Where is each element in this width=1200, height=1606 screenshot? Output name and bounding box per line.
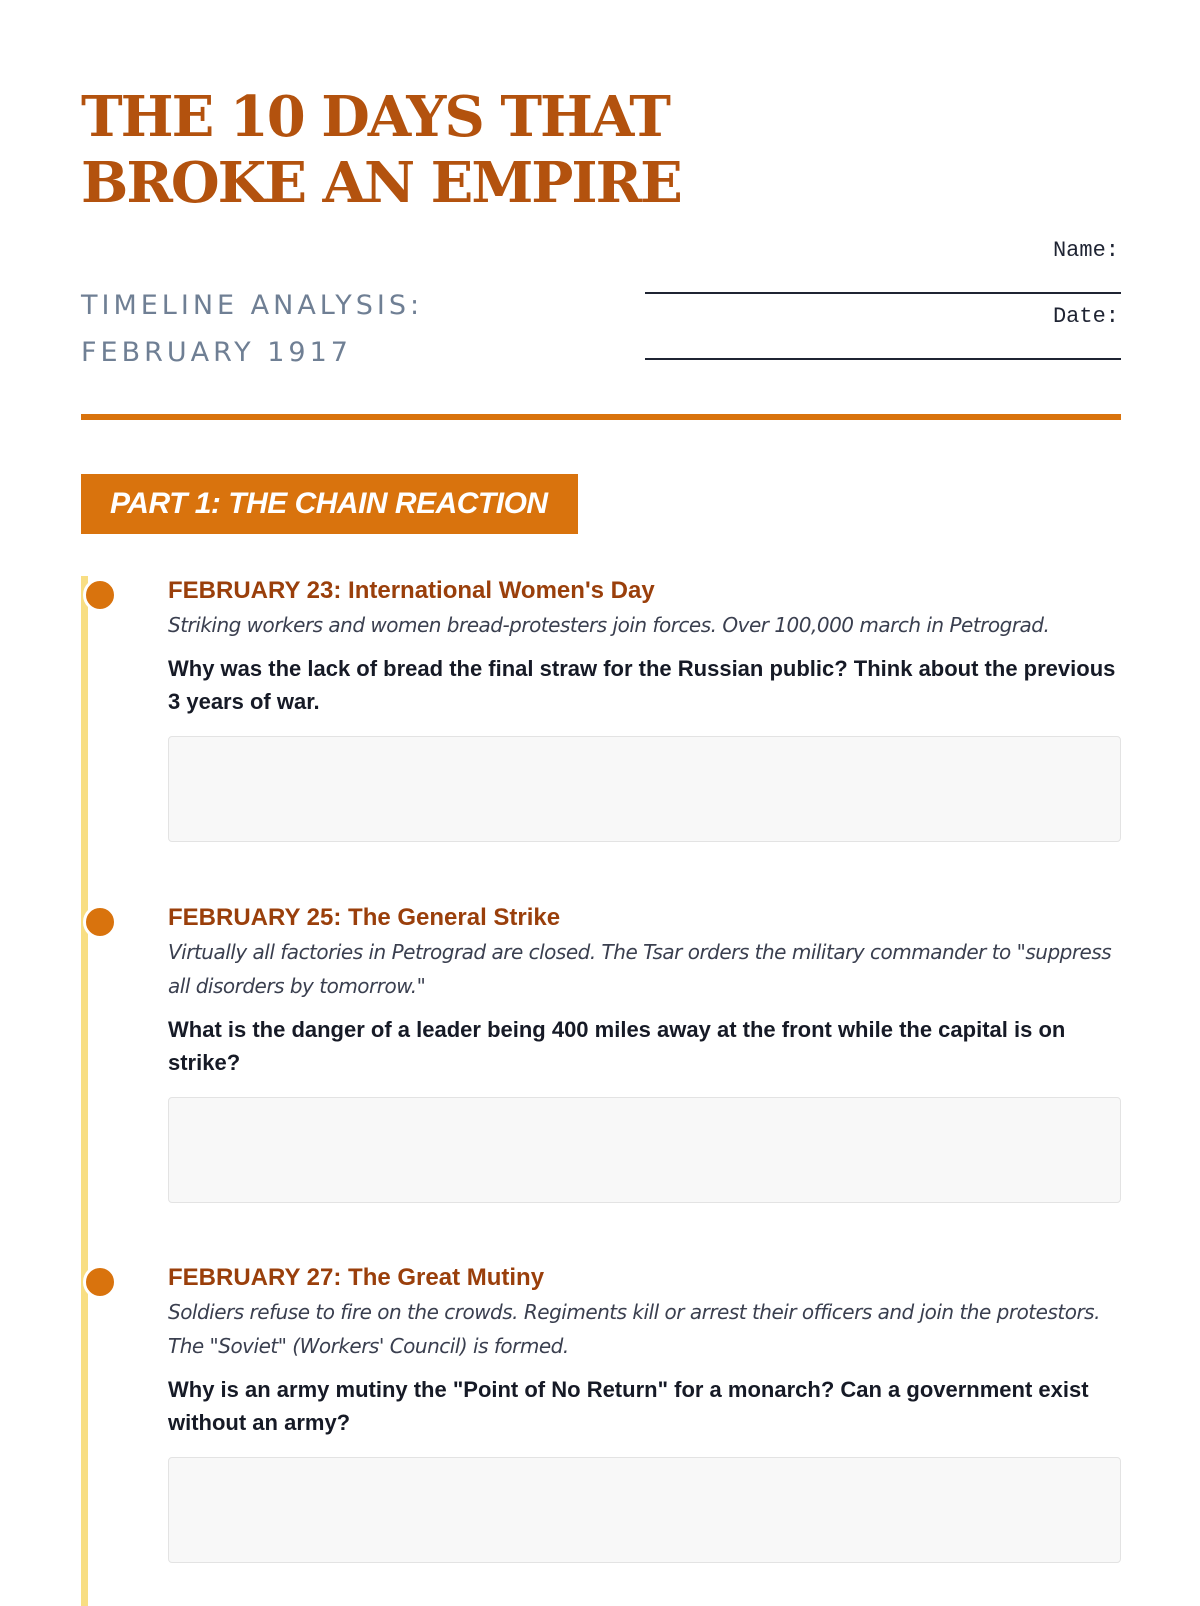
date-field[interactable] — [645, 300, 1121, 366]
name-field[interactable] — [645, 234, 1121, 300]
worksheet-title: THE 10 DAYS THAT BROKE AN EMPIRE — [81, 84, 681, 216]
date-label: Date: — [1052, 304, 1119, 329]
event-question: Why was the lack of bread the final straw for the Russian public? Think about the previous 3 years of war. — [168, 656, 1116, 714]
worksheet-header — [81, 84, 1121, 384]
event-question: What is the danger of a leader being 400 miles away at the front while the capital is on strike? — [168, 1017, 1066, 1075]
event-description: Striking workers and women bread-protesters join forces. Over 100,000 march in Petrograd. — [168, 613, 1050, 637]
event-title: FEBRUARY 27: The Great Mutiny — [168, 1264, 545, 1291]
worksheet-subtitle: TIMELINE ANALYSIS: FEBRUARY 1917 — [81, 290, 424, 368]
part-1-heading: PART 1: THE CHAIN REACTION — [81, 474, 578, 534]
timeline-event-feb-23 — [168, 574, 1121, 842]
event-title: FEBRUARY 25: The General Strike — [168, 904, 561, 931]
timeline-event-feb-27 — [168, 1261, 1121, 1563]
timeline-dot — [83, 905, 117, 939]
timeline-line — [81, 576, 88, 1606]
timeline-dot — [83, 1265, 117, 1299]
event-description: Soldiers refuse to fire on the crowds. Regiments kill or arrest their officers and join the protestors. The "Soviet" (Workers' Council) is formed. — [168, 1300, 1100, 1358]
answer-box[interactable] — [168, 736, 1121, 842]
name-label: Name: — [1052, 238, 1119, 263]
answer-box[interactable] — [168, 1457, 1121, 1563]
date-line[interactable] — [645, 358, 1121, 360]
event-question: Why is an army mutiny the "Point of No Return" for a monarch? Can a government exist without an army? — [168, 1377, 1089, 1435]
timeline-dot — [83, 578, 117, 612]
event-description: Virtually all factories in Petrograd are closed. The Tsar orders the military commander to "suppress all disorders by tomorrow." — [168, 940, 1112, 998]
name-line[interactable] — [645, 292, 1121, 294]
event-title: FEBRUARY 23: International Women's Day — [168, 577, 655, 604]
answer-box[interactable] — [168, 1097, 1121, 1203]
student-info-fields — [645, 234, 1121, 366]
header-divider — [81, 414, 1121, 420]
timeline-event-feb-25 — [168, 901, 1121, 1203]
